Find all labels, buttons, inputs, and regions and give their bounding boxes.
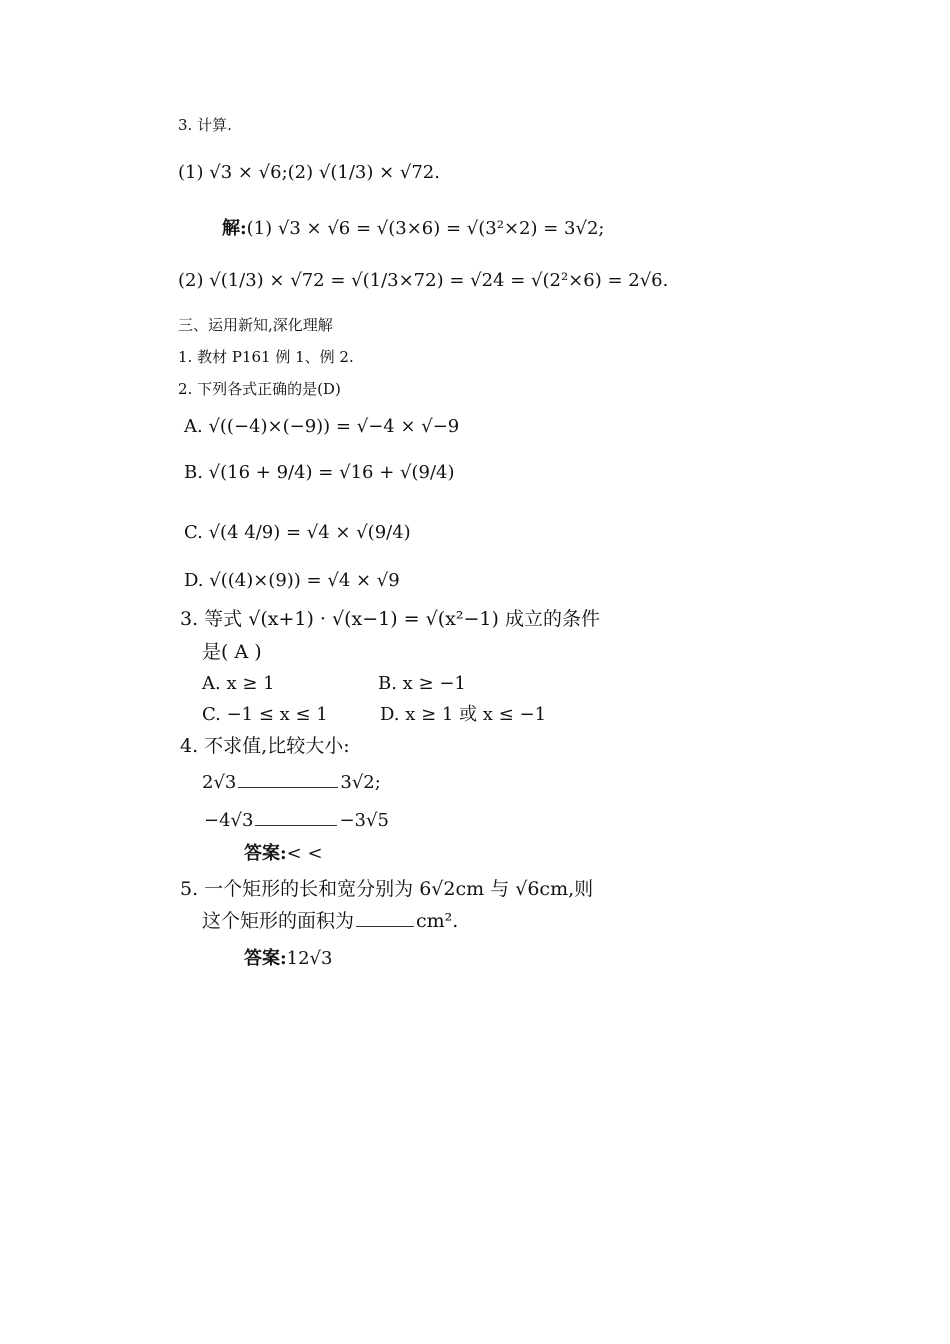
- q3-title: 3. 计算.: [178, 116, 232, 134]
- q3b-option-b: B. x ≥ −1: [378, 673, 466, 694]
- q4-row-1-right: 3√2;: [340, 772, 381, 793]
- q4-answer-text: < <: [286, 843, 323, 864]
- q3b-option-a: A. x ≥ 1: [202, 673, 275, 694]
- q4-row-1-left: 2√3: [202, 772, 237, 793]
- q4-row-1: [202, 774, 381, 792]
- q3b-line-1: 3. 等式 √(x+1) · √(x−1) = √(x²−1) 成立的条件: [180, 608, 600, 630]
- solution-label: 解:: [222, 218, 247, 239]
- solution-1-text: (1) √3 × √6 = √(3×6) = √(3²×2) = 3√2;: [246, 218, 605, 239]
- section-heading: 三、运用新知,深化理解: [178, 316, 333, 334]
- q5-line-2: [202, 912, 458, 931]
- q4-row-2-right: −3√5: [339, 810, 389, 831]
- q4-row-2: [204, 812, 389, 830]
- q4-answer: [244, 845, 323, 863]
- option-b: B. √(16 + 9/4) = √16 + √(9/4): [184, 462, 455, 483]
- q5-answer-text: 12√3: [286, 948, 333, 969]
- q4-row-2-left: −4√3: [204, 810, 254, 831]
- section-item-1: 1. 教材 P161 例 1、例 2.: [178, 348, 354, 366]
- q5-unit: cm².: [416, 910, 459, 932]
- option-d: D. √((4)×(9)) = √4 × √9: [184, 570, 400, 591]
- q3-solution-1: [222, 220, 604, 238]
- answer-label: 答案:: [244, 843, 287, 864]
- q5-line-2-text: 这个矩形的面积为: [202, 910, 355, 932]
- q5-line-1: 5. 一个矩形的长和宽分别为 6√2cm 与 √6cm,则: [180, 878, 594, 900]
- q3b-option-c: C. −1 ≤ x ≤ 1: [202, 704, 328, 725]
- option-c: C. √(4 4/9) = √4 × √(9/4): [184, 522, 411, 543]
- q3b-option-d: D. x ≥ 1 或 x ≤ −1: [380, 704, 547, 725]
- q4-row-1-blank: [238, 786, 338, 788]
- q4-title: 4. 不求值,比较大小:: [180, 735, 350, 757]
- option-a: A. √((−4)×(−9)) = √−4 × √−9: [184, 416, 460, 437]
- q5-answer: [244, 950, 332, 968]
- q3b-line-2: 是( A ): [202, 641, 262, 663]
- q5-blank: [356, 925, 414, 927]
- q4-row-2-blank: [255, 824, 337, 826]
- q3-problem: (1) √3 × √6;(2) √(1/3) × √72.: [178, 162, 440, 183]
- q3-solution-2: (2) √(1/3) × √72 = √(1/3×72) = √24 = √(2²×6) = 2√6.: [178, 270, 669, 291]
- section-item-2: 2. 下列各式正确的是(D): [178, 380, 341, 398]
- answer-label: 答案:: [244, 948, 287, 969]
